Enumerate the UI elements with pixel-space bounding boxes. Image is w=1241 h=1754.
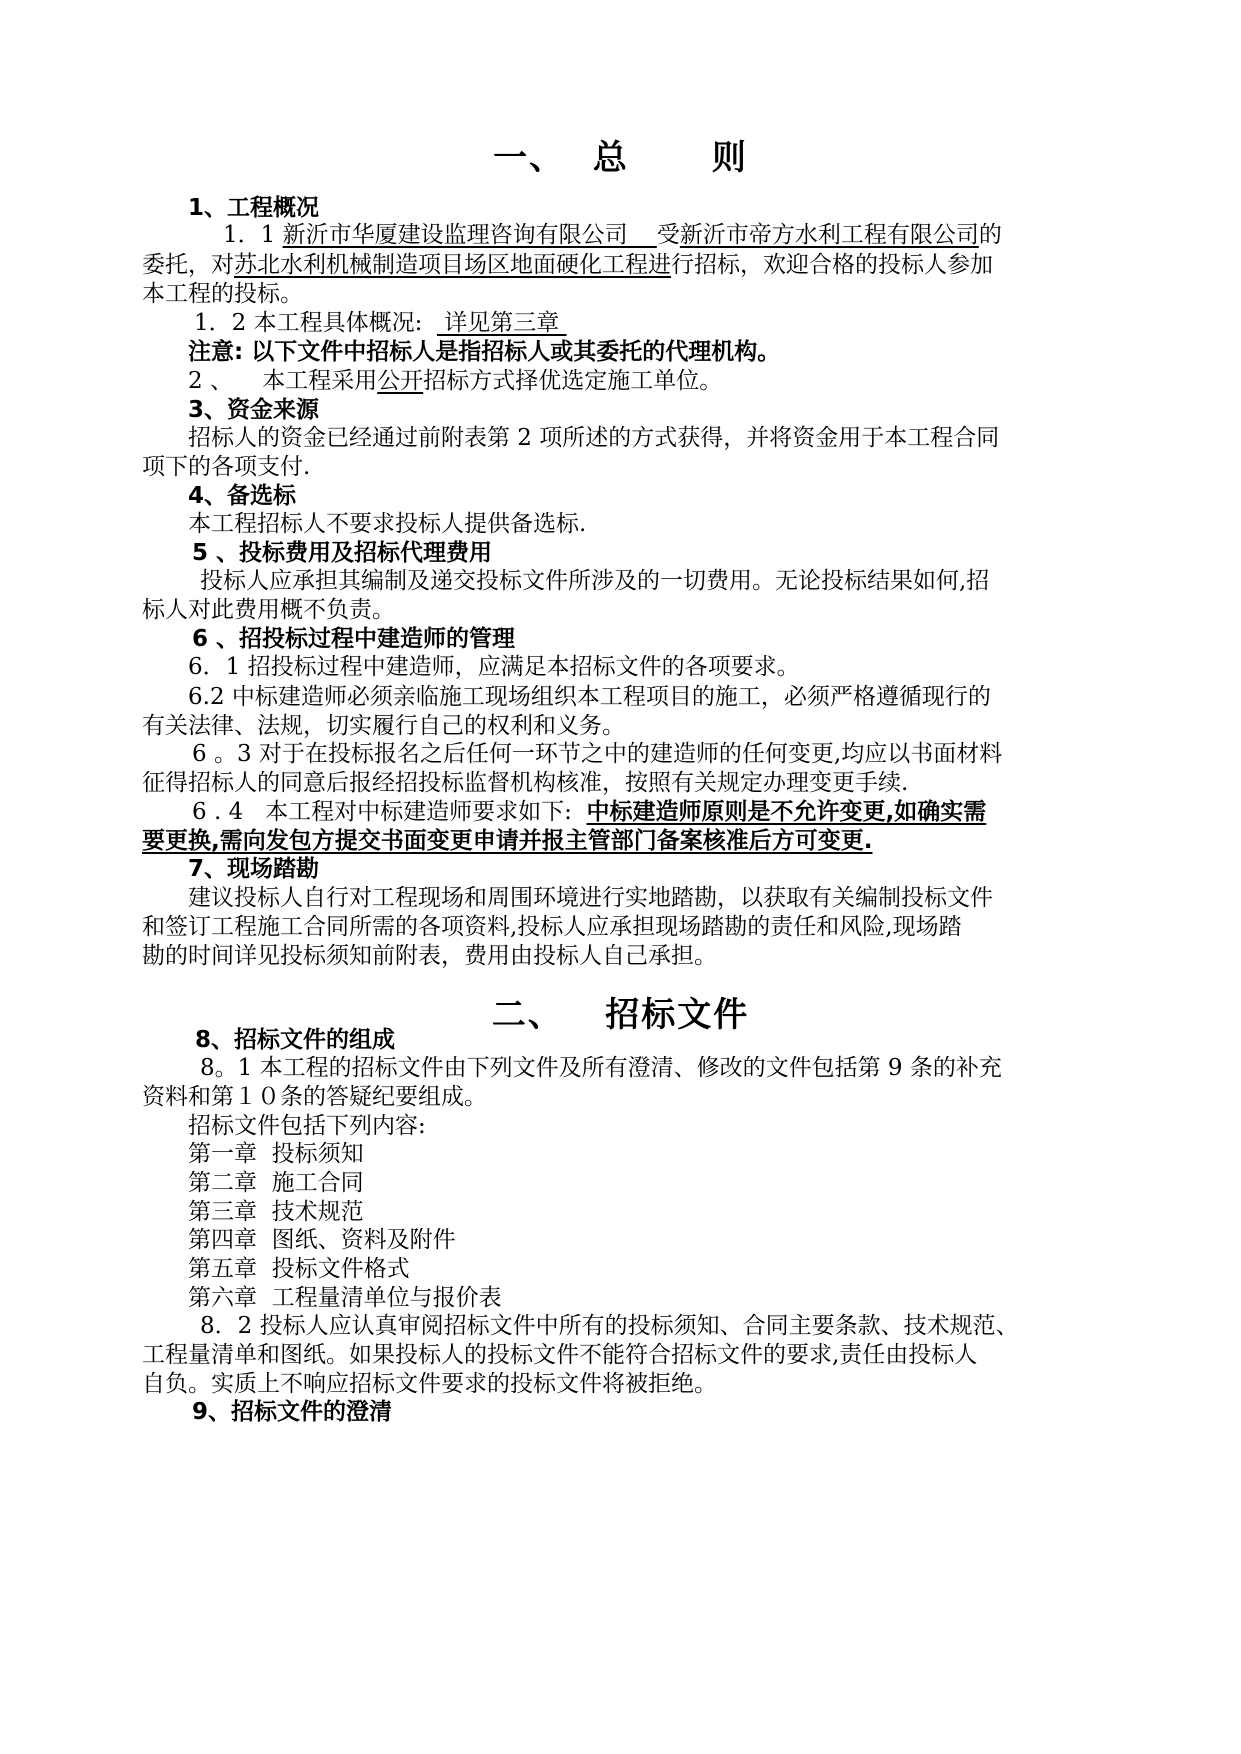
para-1-1-line1: 1．1 新沂市华厦建设监理咨询有限公司 受新沂市帝方水利工程有限公司的 — [223, 222, 1002, 248]
section-title-tender-documents: 二、 招标文件 — [491, 995, 750, 1035]
project-detail-ref: 详见第三章 — [436, 310, 567, 336]
para-6-1: 6．1 招投标过程中建造师，应满足本招标文件的各项要求。 — [188, 654, 800, 680]
para-8-2-line1: 8．2 投标人应认真审阅招标文件中所有的投标须知、合同主要条款、技术规范、 — [200, 1313, 1019, 1339]
para-6-4-line1: 6 . 4 本工程对中标建造师要求如下: 中标建造师原则是不允许变更,如确实需 — [192, 799, 987, 825]
owner-name: 新沂市帝方水利工程有限公司 — [679, 222, 979, 248]
constructor-requirement: 中标建造师原则是不允许变更,如确实需 — [586, 799, 987, 825]
chapter-item: 第四章 图纸、资料及附件 — [188, 1227, 456, 1253]
para-7-line2: 和签订工程施工合同所需的各项资料,投标人应承担现场踏勘的责任和风险,现场踏 — [142, 914, 962, 940]
contents-intro: 招标文件包括下列内容: — [188, 1113, 426, 1139]
para-4: 本工程招标人不要求投标人提供备选标. — [188, 511, 587, 537]
para-8-1-line2: 资料和第１０条的答疑纪要组成。 — [142, 1084, 487, 1110]
para-3-line1: 招标人的资金已经通过前附表第 2 项所述的方式获得，并将资金用于本工程合同 — [188, 425, 1000, 451]
heading-clarification: 9、招标文件的澄清 — [192, 1399, 393, 1425]
heading-funding-source: 3、资金来源 — [188, 397, 320, 423]
para-1-2: 1．2 本工程具体概况: 详见第三章 — [194, 310, 567, 336]
heading-document-composition: 8、招标文件的组成 — [195, 1027, 396, 1053]
para-6-3-line2: 征得招标人的同意后报经招投标监督机构核准，按照有关规定办理变更手续. — [142, 770, 909, 796]
chapter-item: 第六章 工程量清单位与报价表 — [188, 1285, 502, 1311]
chapter-item: 第五章 投标文件格式 — [188, 1256, 410, 1282]
para-7-line3: 勘的时间详见投标须知前附表，费用由投标人自己承担。 — [142, 943, 717, 969]
para-2-bidding-method: 2 、 本工程采用公开招标方式择优选定施工单位。 — [188, 368, 723, 394]
project-name: 苏北水利机械制造项目场区地面硬化工程进 — [234, 252, 671, 278]
bidding-method: 公开 — [377, 368, 424, 394]
para-6-2-line2: 有关法律、法规，切实履行自己的权利和义务。 — [142, 713, 625, 739]
para-8-1-line1: 8。1 本工程的招标文件由下列文件及所有澄清、修改的文件包括第 9 条的补充 — [200, 1055, 1002, 1081]
heading-project-overview: 1、工程概况 — [188, 195, 320, 221]
para-8-2-line3: 自负。实质上不响应招标文件要求的投标文件将被拒绝。 — [142, 1371, 717, 1397]
heading-constructor-management: 6 、招投标过程中建造师的管理 — [192, 626, 516, 652]
para-1-1-line3: 本工程的投标。 — [142, 281, 303, 307]
para-6-3-line1: 6 。3 对于在投标报名之后任何一环节之中的建造师的任何变更,均应以书面材料 — [192, 741, 1003, 767]
heading-site-visit: 7、现场踏勘 — [188, 856, 320, 882]
heading-bid-costs: 5 、投标费用及招标代理费用 — [192, 540, 493, 566]
para-6-2-line1: 6.2 中标建造师必须亲临施工现场组织本工程项目的施工，必须严格遵循现行的 — [188, 684, 991, 710]
heading-alternative-bid: 4、备选标 — [188, 483, 297, 509]
chapter-item: 第一章 投标须知 — [188, 1141, 364, 1167]
para-5-line2: 标人对此费用概不负责。 — [142, 597, 395, 623]
chapter-item: 第二章 施工合同 — [188, 1170, 364, 1196]
chapter-item: 第三章 技术规范 — [188, 1199, 364, 1225]
para-3-line2: 项下的各项支付. — [142, 454, 311, 480]
para-1-1-line2: 委托，对苏北水利机械制造项目场区地面硬化工程进行招标，欢迎合格的投标人参加 — [142, 252, 993, 278]
para-5-line1: 投标人应承担其编制及递交投标文件所涉及的一切费用。无论投标结果如何,招 — [200, 568, 990, 594]
para-6-4-line2: 要更换,需向发包方提交书面变更申请并报主管部门备案核准后方可变更. — [142, 828, 873, 854]
agent-name: 新沂市华厦建设监理咨询有限公司 — [282, 222, 657, 248]
para-8-2-line2: 工程量清单和图纸。如果投标人的投标文件不能符合招标文件的要求,责任由投标人 — [142, 1342, 978, 1368]
para-7-line1: 建议投标人自行对工程现场和周围环境进行实地踏勘，以获取有关编制投标文件 — [188, 885, 993, 911]
note-tenderer-definition: 注意: 以下文件中招标人是指招标人或其委托的代理机构。 — [188, 339, 781, 365]
section-title-general: 一、 总 则 — [493, 138, 748, 178]
